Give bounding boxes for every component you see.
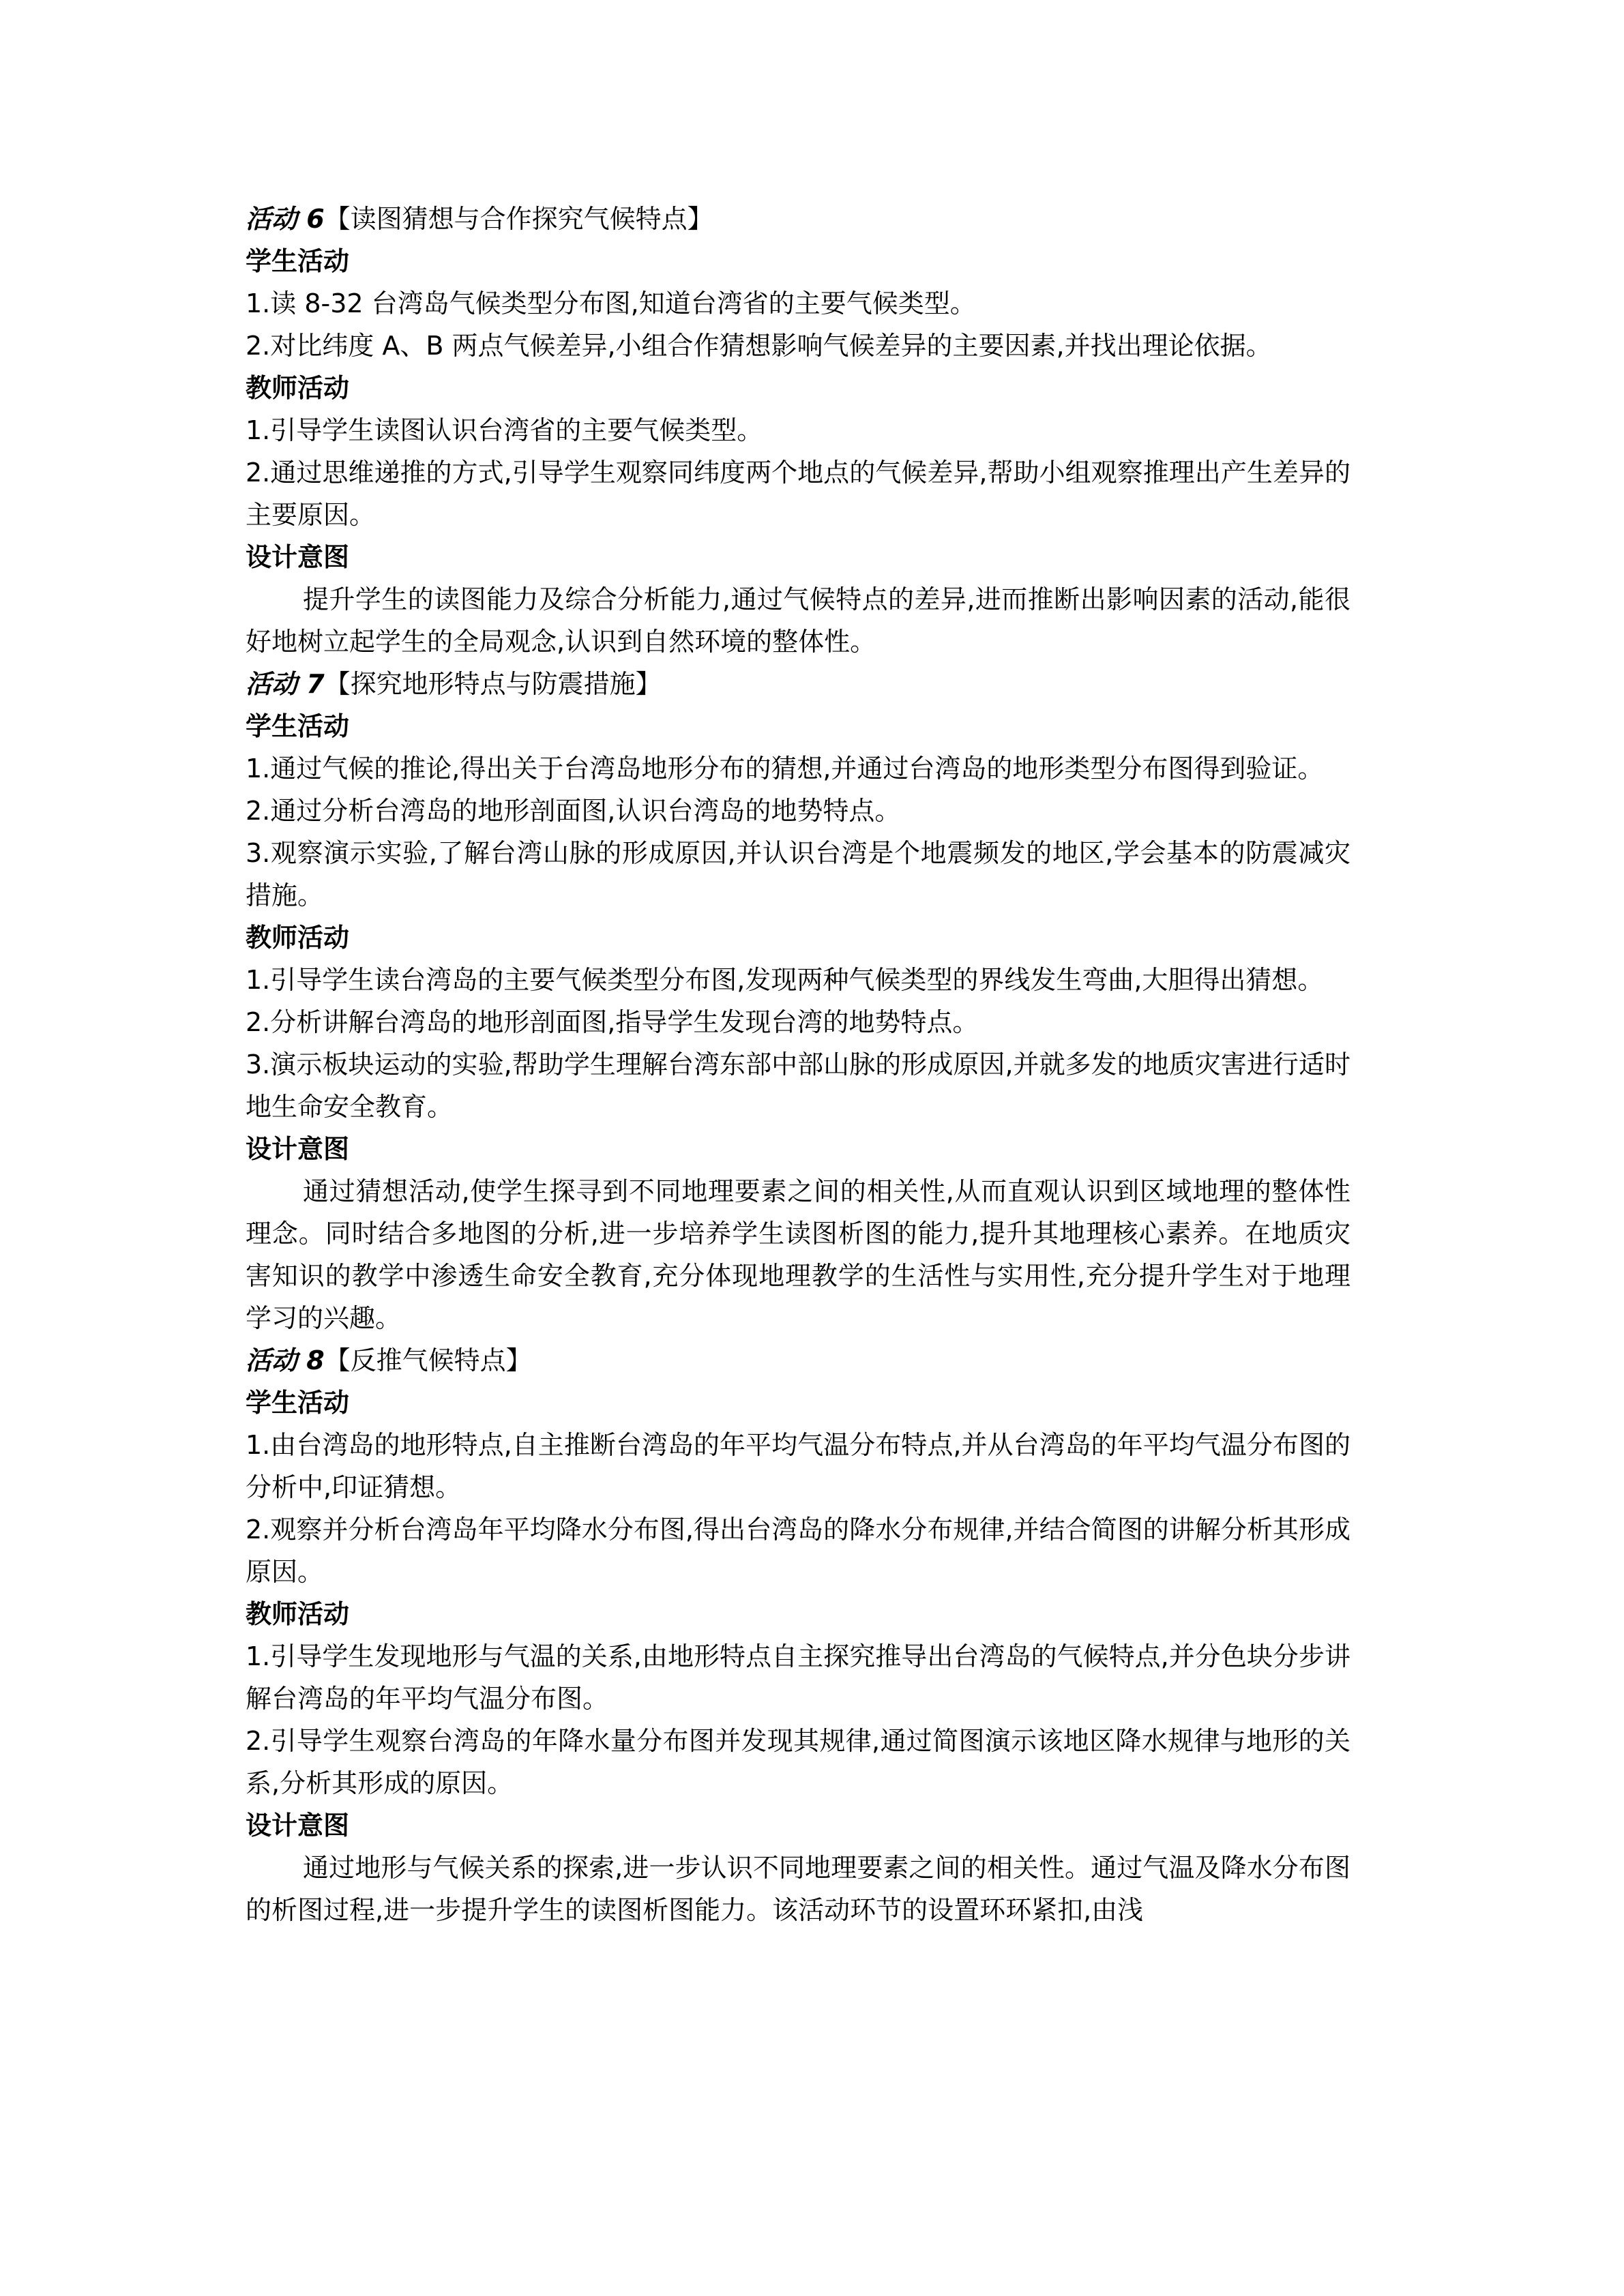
activity-7-teacher-item-3: 3.演示板块运动的实验,帮助学生理解台湾东部中部山脉的形成原因,并就多发的地质灾害进行适时地生命安全教育。 [246,1049,1350,1122]
activity-7-teacher-item-1: 1.引导学生读台湾岛的主要气候类型分布图,发现两种气候类型的界线发生弯曲,大胆得出猜想。 [246,965,1324,995]
activity-6-teacher-item-1: 1.引导学生读图认识台湾省的主要气候类型。 [246,415,763,445]
activity-6-teacher-heading: 教师活动 [246,373,350,403]
activity-7-teacher-item-2: 2.分析讲解台湾岛的地形剖面图,指导学生发现台湾的地势特点。 [246,1007,979,1037]
activity-8-student-item-2: 2.观察并分析台湾岛年平均降水分布图,得出台湾岛的降水分布规律,并结合简图的讲解分析其形成原因。 [246,1515,1350,1587]
activity-6-title [246,198,1350,240]
activity-8-student-heading: 学生活动 [246,1388,350,1418]
activity-7-teacher-heading: 教师活动 [246,923,350,953]
activity-8-student-item-1: 1.由台湾岛的地形特点,自主推断台湾岛的年平均气温分布特点,并从台湾岛的年平均气温分布图的分析中,印证猜想。 [246,1430,1350,1502]
activity-7-heading-text: 【探究地形特点与防震措施】 [324,669,662,699]
activity-6-student-item-2: 2.对比纬度 A、B 两点气候差异,小组合作猜想影响气候差异的主要因素,并找出理论依据。 [246,331,1272,361]
activity-8-teacher-heading: 教师活动 [246,1599,350,1629]
activity-8-teacher-item-1: 1.引导学生发现地形与气温的关系,由地形特点自主探究推导出台湾岛的气候特点,并分色块分步讲解台湾岛的年平均气温分布图。 [246,1641,1350,1714]
activity-7-student-item-2: 2.通过分析台湾岛的地形剖面图,认识台湾岛的地势特点。 [246,796,901,826]
activity-7-student-heading: 学生活动 [246,711,350,741]
activity-7-design-paragraph: 通过猜想活动,使学生探寻到不同地理要素之间的相关性,从而直观认识到区域地理的整体性理念。同时结合多地图的分析,进一步培养学生读图析图的能力,提升其地理核心素养。在地质灾害知识的教学中渗透生命安全教育,充分体现地理教学的生活性与实用性,充分提升学生对于地理学习的兴趣。 [246,1176,1350,1333]
activity-8-teacher-item-2: 2.引导学生观察台湾岛的年降水量分布图并发现其规律,通过简图演示该地区降水规律与地形的关系,分析其形成的原因。 [246,1726,1350,1798]
activity-6-student-item-1: 1.读 8-32 台湾岛气候类型分布图,知道台湾省的主要气候类型。 [246,288,976,318]
activity-7-design-heading: 设计意图 [246,1134,350,1164]
activity-6-student-heading: 学生活动 [246,246,350,276]
document-body [246,198,1350,1931]
activity-6-teacher-item-2: 2.通过思维递推的方式,引导学生观察同纬度两个地点的气候差异,帮助小组观察推理出产生差异的主要原因。 [246,458,1350,530]
activity-7-student-item-3: 3.观察演示实验,了解台湾山脉的形成原因,并认识台湾是个地震频发的地区,学会基本的防震减灾措施。 [246,838,1350,910]
activity-6-heading-text: 【读图猜想与合作探究气候特点】 [324,204,713,234]
activity-8-design-paragraph: 通过地形与气候关系的探索,进一步认识不同地理要素之间的相关性。通过气温及降水分布图的析图过程,进一步提升学生的读图析图能力。该活动环节的设置环环紧扣,由浅 [246,1853,1350,1925]
activity-6-design-paragraph: 提升学生的读图能力及综合分析能力,通过气候特点的差异,进而推断出影响因素的活动,能很好地树立起学生的全局观念,认识到自然环境的整体性。 [246,584,1350,657]
activity-7-title [246,663,1350,705]
activity-6-number: 活动 6 [246,204,325,234]
activity-8-heading-text: 【反推气候特点】 [324,1345,532,1375]
activity-7-number: 活动 7 [246,669,325,699]
activity-6-design-heading: 设计意图 [246,542,350,572]
activity-8-title [246,1339,1350,1382]
activity-8-design-heading: 设计意图 [246,1810,350,1840]
activity-7-student-item-1: 1.通过气候的推论,得出关于台湾岛地形分布的猜想,并通过台湾岛的地形类型分布图得到验证。 [246,754,1324,784]
activity-8-number: 活动 8 [246,1345,325,1375]
